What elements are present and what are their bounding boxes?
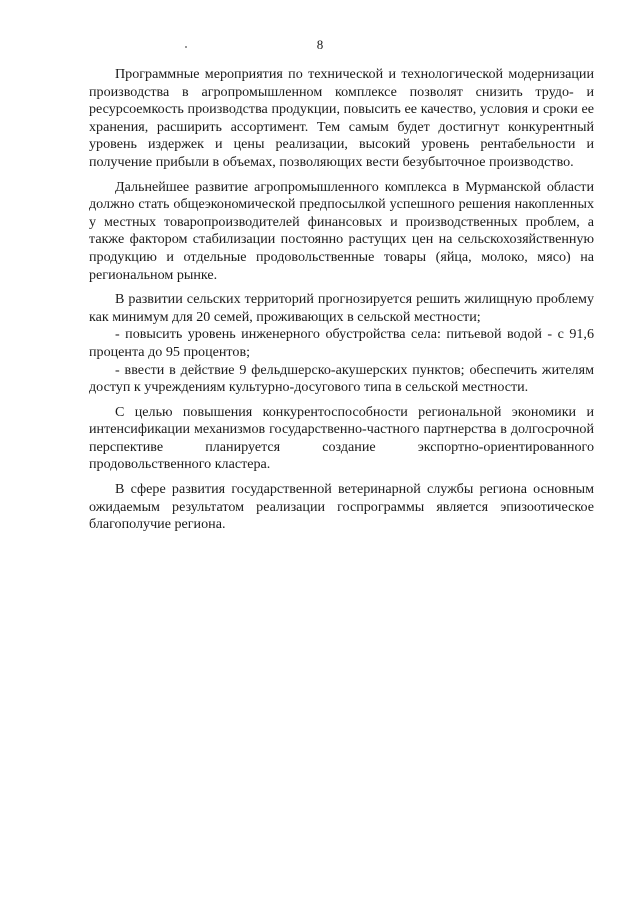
paragraph-modernization: Программные мероприятия по технической и технологической модернизации производства в агропромышленном комплексе позволят снизить трудо- и ресурсоемкость производства продукции, повысить ее качество, условия и сроки ее хранения, расширить ассортимент. Тем самым будет достигнут конкурентный уровень издержек и цены реализации, высокий уровень рентабельности и получение прибыли в объемах, позволяющих вести безубыточное производство. [89, 66, 594, 170]
paragraph-export-cluster: С целью повышения конкурентоспособности региональной экономики и интенсификации механизмов государственно-частного партнерства в долгосрочной перспективе планируется создание экспортно-ориентированного продовольственного кластера. [89, 403, 594, 473]
paragraph-agro-development: Дальнейшее развитие агропромышленного комплекса в Мурманской области должно стать общеэкономической предпосылкой успешного решения накопленных у местных товаропроизводителей финансовых и производственных проблем, а также фактором стабилизации постоянно растущих цен на сельскохозяйственную продукцию и отдельные продовольственные товары (яйца, молоко, мясо) на региональном рынке. [89, 178, 594, 283]
page-number: 8 [316, 37, 324, 52]
paragraph-water-supply: - повысить уровень инженерного обустройства села: питьевой водой - с 91,6 процента до 95 процентов; [89, 326, 594, 360]
paragraph-medical-points: - ввести в действие 9 фельдшерско-акушерских пунктов; обеспечить жителям доступ к учреждениям культурно-досугового типа в сельской местности. [89, 361, 594, 396]
paragraph-veterinary: В сфере развития государственной ветеринарной службы региона основным ожидаемым результатом реализации госпрограммы является эпизоотическое благополучие региона. [89, 481, 594, 533]
paragraph-rural-housing: В развитии сельских территорий прогнозируется решить жилищную проблему как минимум для 20 семей, проживающих в сельской местности; [89, 291, 594, 325]
body-text [89, 66, 594, 541]
